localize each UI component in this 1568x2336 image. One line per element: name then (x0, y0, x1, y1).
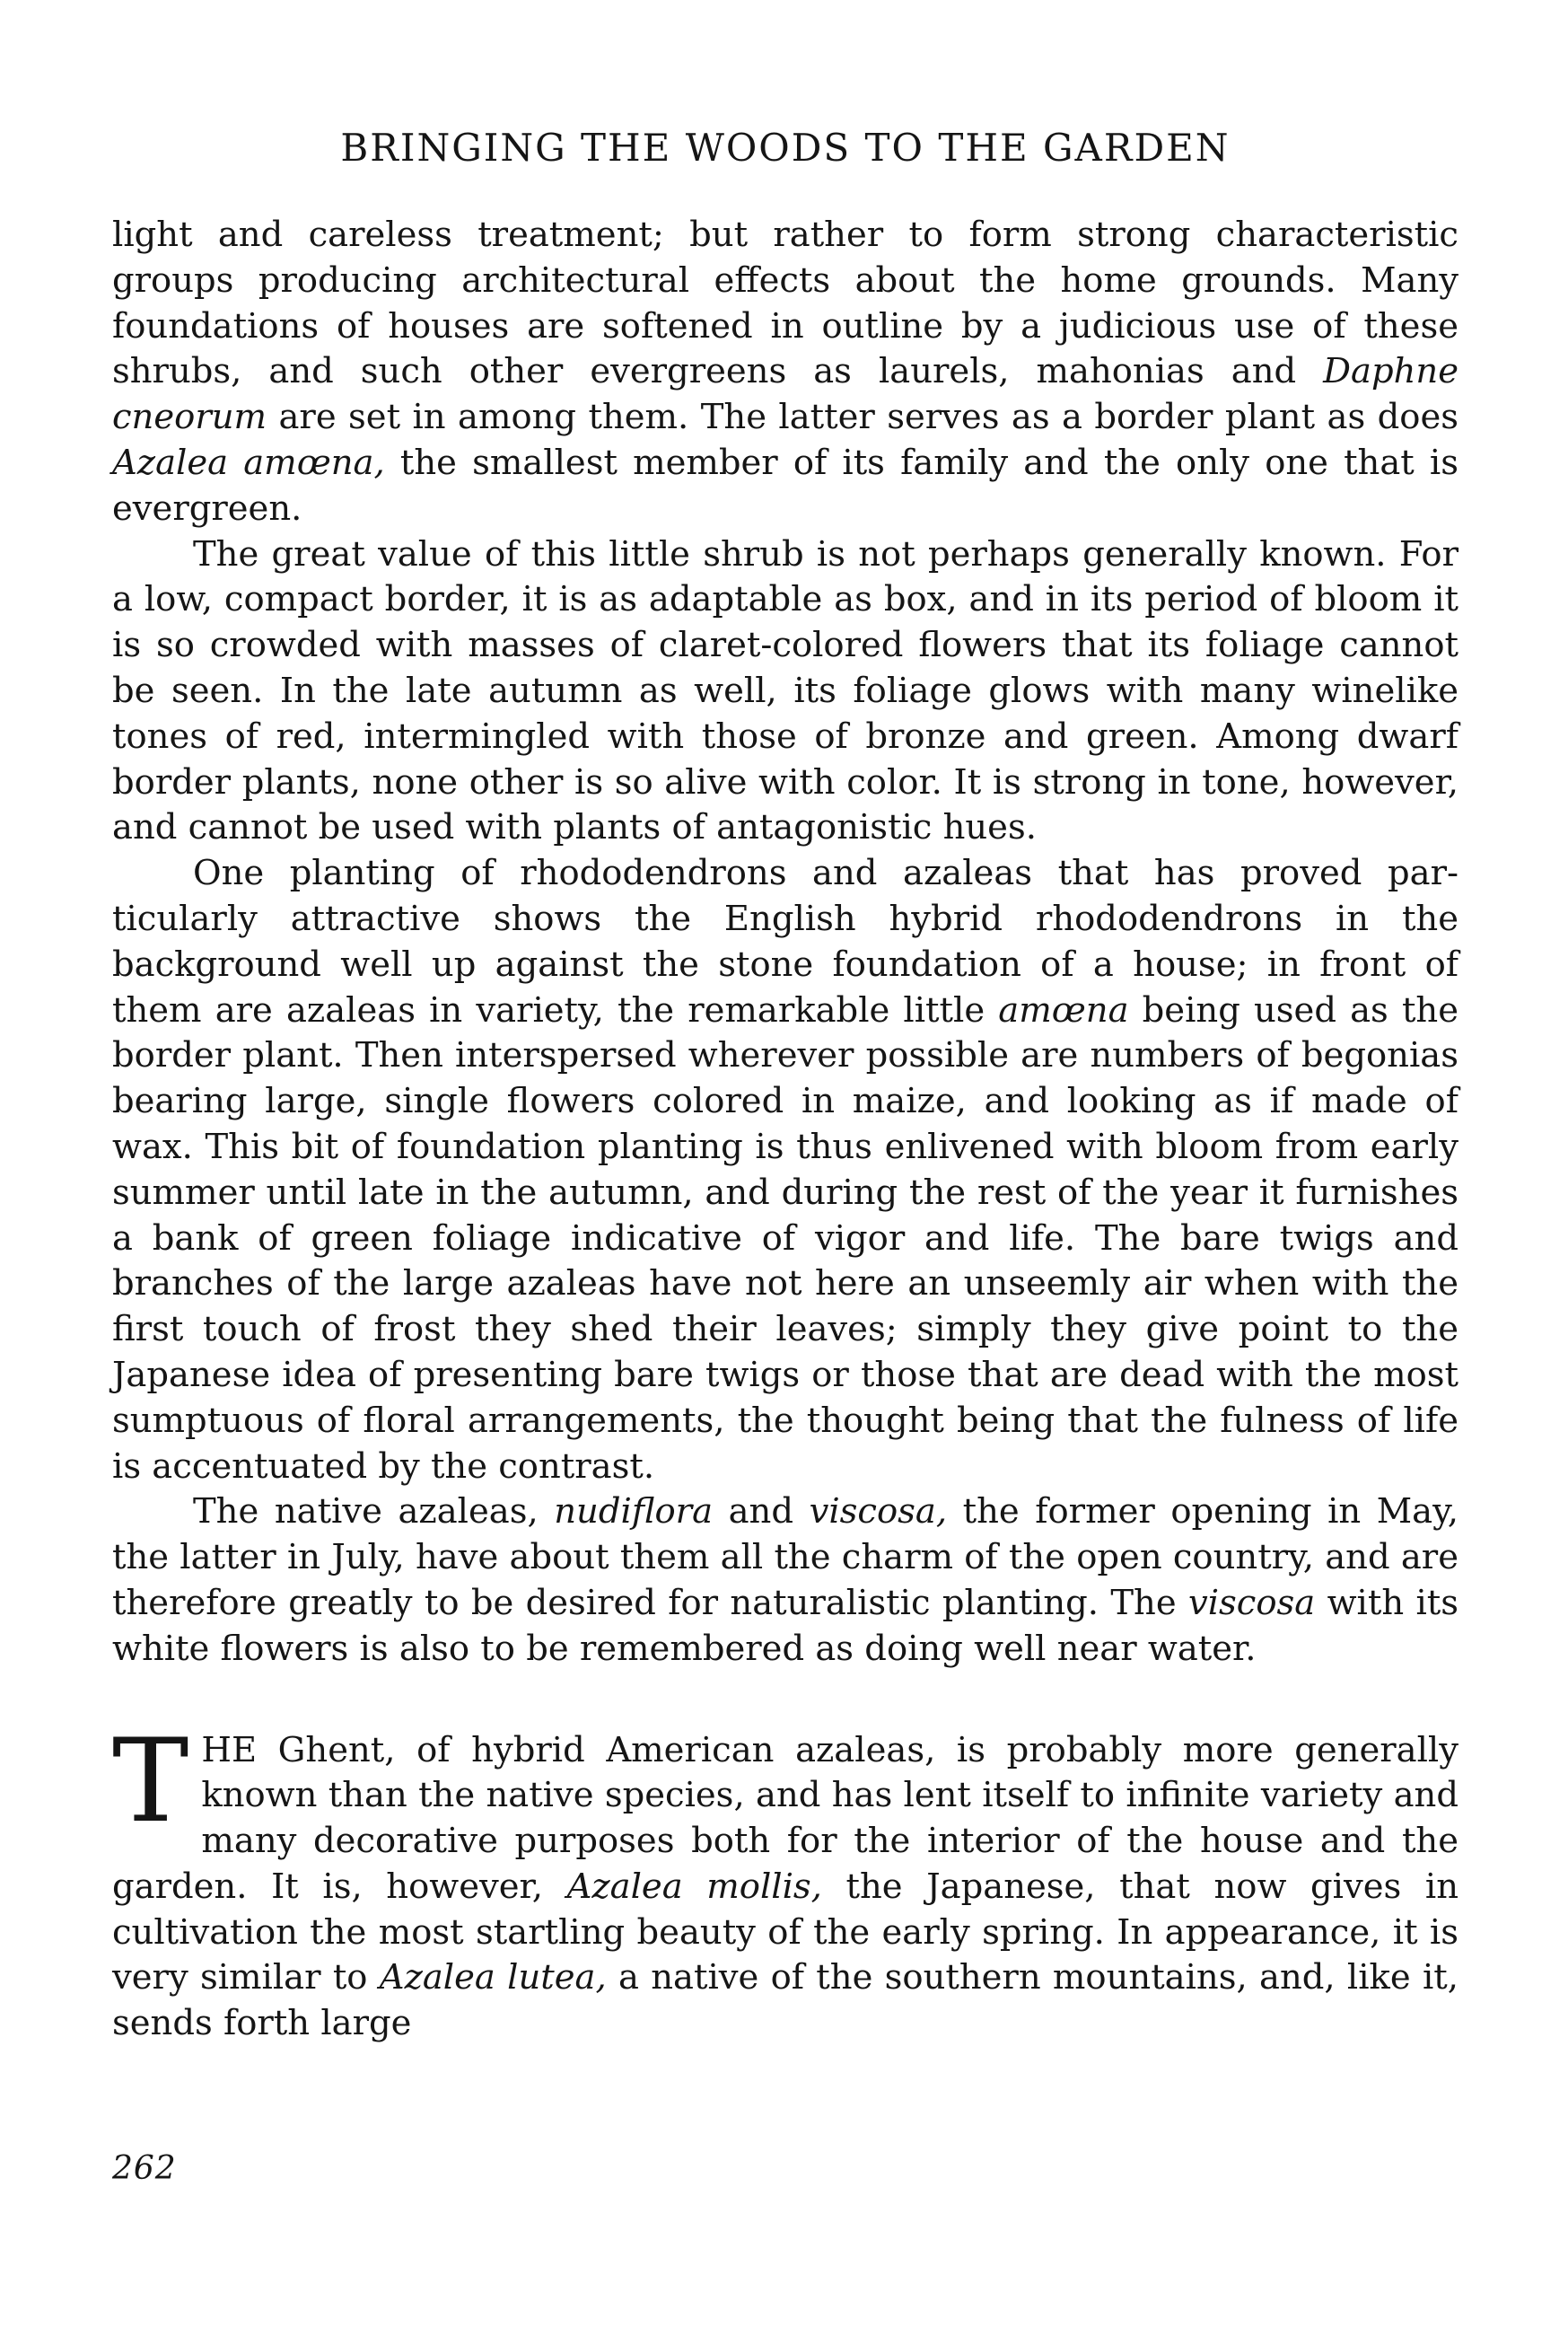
paragraph-4-text-4: with its white flowers is also to be remembered as doing well near water. (112, 1582, 1459, 1669)
section-break (112, 1673, 1459, 1728)
paragraph-4 (112, 1489, 1459, 1672)
paragraph-1 (112, 213, 1459, 532)
running-head: BRINGING THE WOODS TO THE GARDEN (340, 126, 1231, 170)
paragraph-4-italic-1: nudiflora (554, 1491, 714, 1532)
paragraph-5 (112, 1714, 1459, 2048)
paragraph-1-italic-2: Azalea amœna, (112, 442, 385, 483)
paragraph-3-text-1: One planting of rhododendrons and azaleas that has proved particularly attractive shows the English hybrid rhododendrons in the background well up against the stone foundation of a house; in front of them are azaleas in variety, the remarkable little (112, 853, 1459, 1031)
paragraph-1-italic-1: Daphne cneorum (112, 351, 1459, 438)
paragraph-2-text-1: The great value of this little shrub is not perhaps generally known. For a low, compact border, it is as adaptable as box, and in its period of bloom it is so crowded with masses of claret-colored flowers that its foliage cannot be seen. In the late autumn as well, its foliage glows with many winelike tones of red, intermingled with those of bronze and green. Among dwarf border plants, none other is so alive with color. It is strong in tone, however, and cannot be used with plants of antagonistic hues. (112, 533, 1459, 848)
paragraph-5-text-2: the Japanese, that now gives in cultivation the most startling beauty of the early spring. In appearance, it is very similar to (112, 1866, 1459, 1998)
paragraph-4-italic-2: viscosa, (809, 1491, 948, 1532)
page-number: 262 (112, 2150, 177, 2187)
paragraph-4-italic-3: viscosa (1187, 1582, 1316, 1623)
paragraph-1-text-1: light and careless treatment; but rather to form strong characteristic groups producing architectural effects about the home grounds. Many foundations of houses are softened in outline by a judicious use of these shrubs, and such other evergreens as laurels, mahonias and (112, 215, 1459, 392)
book-page (112, 126, 1459, 2187)
paragraph-4-text-3: the former opening in May, the latter in July, have about them all the charm of the open country, and are therefore greatly to be desired for naturalistic planting. The (112, 1491, 1459, 1623)
paragraph-5-text-3: a native of the southern mountains, and, like it, sends forth large (112, 1957, 1459, 2044)
paragraph-5-text-1: Ghent, of hybrid American azaleas, is probably more generally known than the native species, and has lent itself to infinite variety and many decorative purposes both for the interior of the house and the garden. It is, however, (112, 1729, 1459, 1907)
paragraph-3-italic-1: amœna (998, 989, 1129, 1031)
paragraph-1-text-3: the smallest member of its family and the only one that is evergreen. (112, 442, 1459, 529)
paragraph-5-italic-2: Azalea lutea, (379, 1957, 607, 1998)
paragraph-3 (112, 851, 1459, 1489)
paragraph-4-text-1: The native azaleas, (193, 1491, 555, 1532)
paragraph-3-text-2: being used as the border plant. Then interspersed wherever possible are numbers of begonias bearing large, single flowers colored in maize, and looking as if made of wax. This bit of foundation planting is thus enlivened with bloom from early summer until late in the autumn, and during the rest of the year it furnishes a bank of green foliage indicative of vigor and life. The bare twigs and branches of the large azaleas have not here an unseemly air when with the first touch of frost they shed their leaves; simply they give point to the Japanese idea of presenting bare twigs or those that are dead with the most sumptuous of floral arrangements, the thought being that the fulness of life is accentuated by the contrast. (112, 989, 1459, 1487)
drop-cap: T (112, 1714, 189, 1849)
paragraph-4-text-2: and (713, 1491, 810, 1532)
paragraph-5-lead: HE (201, 1729, 258, 1770)
paragraph-5-italic-1: Azalea mollis, (566, 1866, 822, 1907)
body-text (112, 213, 1459, 2047)
paragraph-2 (112, 532, 1459, 852)
paragraph-1-text-2: are set in among them. The latter serves as a border plant as does (267, 397, 1459, 438)
